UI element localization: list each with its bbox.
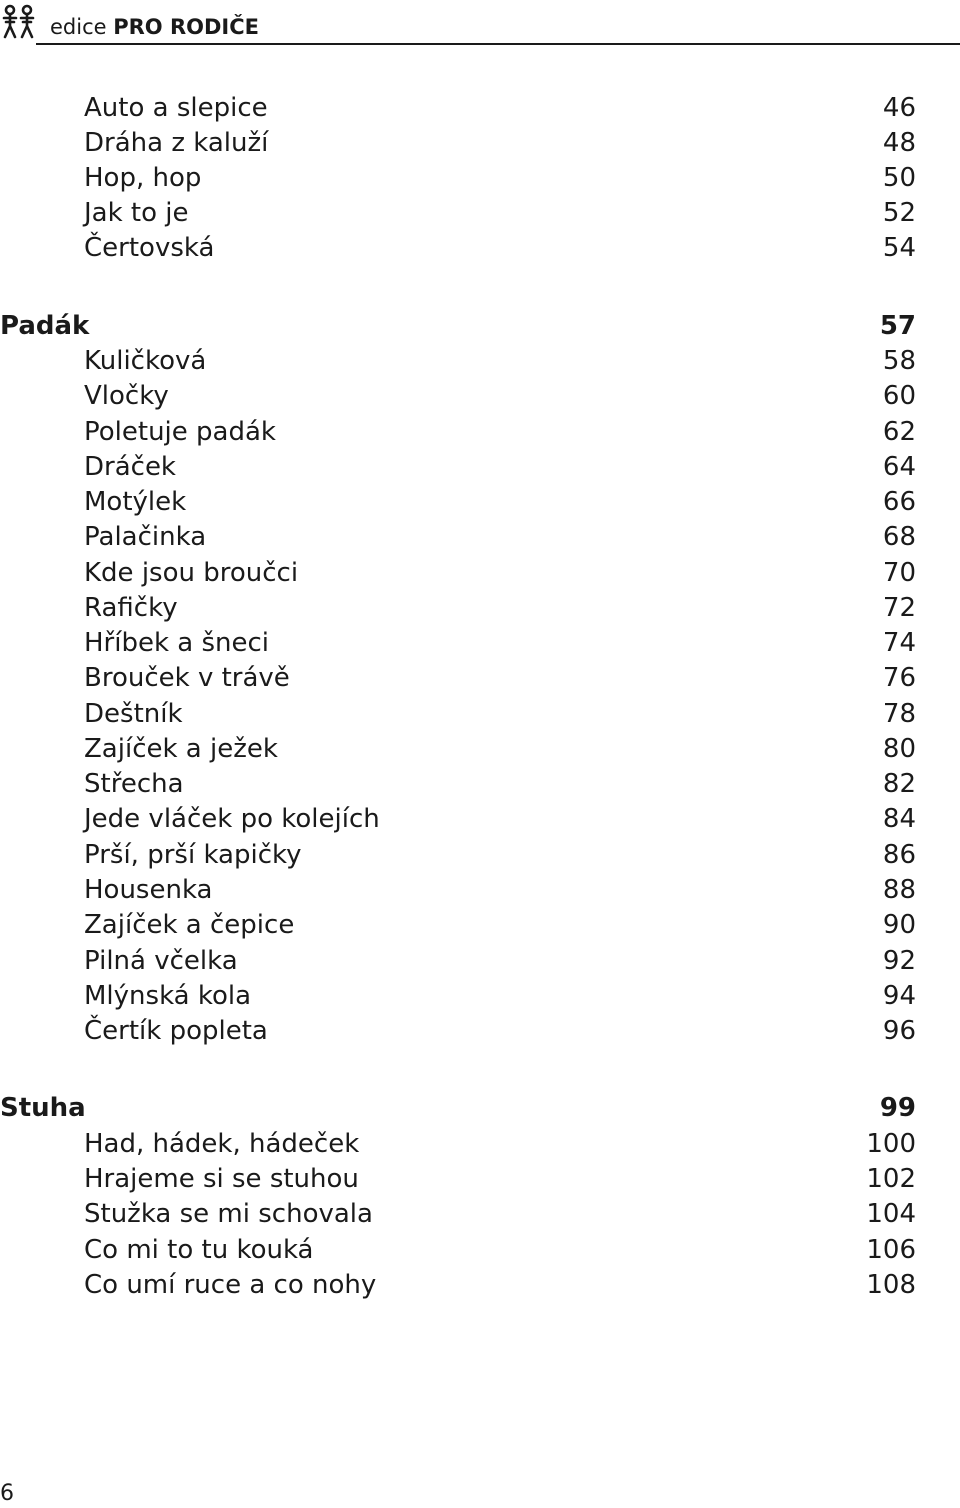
series-title bbox=[50, 15, 259, 39]
toc-entry bbox=[0, 766, 960, 802]
toc-section-page: 57 bbox=[879, 311, 916, 341]
toc-entry-page: 80 bbox=[882, 734, 916, 764]
toc-entry-title: Housenka bbox=[84, 875, 213, 905]
toc-entry-title: Zajíček a ježek bbox=[84, 734, 278, 764]
toc-entry bbox=[0, 837, 960, 873]
toc-entry bbox=[0, 978, 960, 1014]
toc-entry bbox=[0, 160, 960, 196]
toc-section-title: Stuha bbox=[0, 1093, 86, 1123]
toc-entry-title: Jak to je bbox=[84, 198, 189, 228]
toc-entry bbox=[0, 907, 960, 943]
toc-entry bbox=[0, 660, 960, 696]
toc-entry-page: 66 bbox=[882, 487, 916, 517]
toc-entry bbox=[0, 1013, 960, 1049]
toc-entry-page: 78 bbox=[882, 699, 916, 729]
toc-entry-title: Mlýnská kola bbox=[84, 981, 252, 1011]
toc-entry-title: Motýlek bbox=[84, 487, 187, 517]
toc-entry-page: 58 bbox=[882, 346, 916, 376]
header-divider bbox=[36, 43, 960, 45]
toc-entry-page: 74 bbox=[882, 628, 916, 658]
toc-entry-page: 106 bbox=[866, 1235, 916, 1265]
toc-entry-page: 104 bbox=[866, 1199, 916, 1229]
toc-entry-title: Pilná včelka bbox=[84, 946, 238, 976]
toc-section-title: Padák bbox=[0, 311, 90, 341]
toc-entry-title: Hříbek a šneci bbox=[84, 628, 270, 658]
toc-entry bbox=[0, 230, 960, 266]
toc-entry-page: 64 bbox=[882, 452, 916, 482]
toc-entry-title: Co umí ruce a co nohy bbox=[84, 1270, 377, 1300]
toc-entry-title: Prší, prší kapičky bbox=[84, 840, 302, 870]
toc-entry-page: 90 bbox=[882, 910, 916, 940]
toc-entry bbox=[0, 1267, 960, 1303]
toc-entry-title: Palačinka bbox=[84, 522, 207, 552]
toc-entry-page: 48 bbox=[882, 128, 916, 158]
toc-entry bbox=[0, 90, 960, 126]
toc-entry-page: 54 bbox=[882, 233, 916, 263]
toc-entry-page: 100 bbox=[866, 1129, 916, 1159]
toc-entry-title: Rafičky bbox=[84, 593, 178, 623]
toc-entry-title: Co mi to tu kouká bbox=[84, 1235, 314, 1265]
toc-entry-page: 108 bbox=[866, 1270, 916, 1300]
toc-entry-page: 86 bbox=[882, 840, 916, 870]
toc-entry-page: 82 bbox=[882, 769, 916, 799]
toc-entry-title: Deštník bbox=[84, 699, 183, 729]
toc-entry-title: Čertík popleta bbox=[84, 1016, 268, 1046]
toc-entry bbox=[0, 519, 960, 555]
toc-entry-title: Čertovská bbox=[84, 233, 215, 263]
running-header bbox=[0, 0, 960, 46]
toc-entry bbox=[0, 555, 960, 591]
toc-entry-title: Dráha z kaluží bbox=[84, 128, 269, 158]
toc-entry bbox=[0, 343, 960, 379]
toc-entry-title: Hop, hop bbox=[84, 163, 202, 193]
toc-entry-title: Poletuje padák bbox=[84, 417, 276, 447]
toc-entry bbox=[0, 378, 960, 414]
toc-entry bbox=[0, 414, 960, 450]
toc-entry-title: Střecha bbox=[84, 769, 184, 799]
toc-entry bbox=[0, 872, 960, 908]
toc-entry bbox=[0, 590, 960, 626]
toc-entry-page: 88 bbox=[882, 875, 916, 905]
toc-entry bbox=[0, 625, 960, 661]
toc-entry-title: Kuličková bbox=[84, 346, 207, 376]
toc-entry-page: 92 bbox=[882, 946, 916, 976]
toc-entry-page: 68 bbox=[882, 522, 916, 552]
toc-entry-title: Hrajeme si se stuhou bbox=[84, 1164, 359, 1194]
toc-entry-page: 46 bbox=[882, 93, 916, 123]
toc-entry bbox=[0, 484, 960, 520]
toc-entry-title: Auto a slepice bbox=[84, 93, 268, 123]
toc-entry-page: 50 bbox=[882, 163, 916, 193]
toc-section-page: 99 bbox=[879, 1093, 916, 1123]
toc-entry bbox=[0, 449, 960, 485]
toc-entry bbox=[0, 1161, 960, 1197]
toc-entry-page: 60 bbox=[882, 381, 916, 411]
toc-entry bbox=[0, 125, 960, 161]
toc-entry-title: Kde jsou broučci bbox=[84, 558, 299, 588]
toc-entry bbox=[0, 1232, 960, 1268]
toc-entry bbox=[0, 943, 960, 979]
toc-section-heading bbox=[0, 308, 960, 344]
page-number: 6 bbox=[0, 1481, 14, 1506]
toc-entry-page: 76 bbox=[882, 663, 916, 693]
toc-entry-title: Brouček v trávě bbox=[84, 663, 290, 693]
toc-entry-page: 84 bbox=[882, 804, 916, 834]
toc-entry bbox=[0, 1196, 960, 1232]
toc-section-heading bbox=[0, 1090, 960, 1126]
toc-entry-title: Dráček bbox=[84, 452, 176, 482]
toc-entry bbox=[0, 801, 960, 837]
toc-entry bbox=[0, 696, 960, 732]
series-name: PRO RODIČE bbox=[113, 15, 259, 39]
series-prefix: edice bbox=[50, 15, 107, 39]
toc-entry-title: Had, hádek, hádeček bbox=[84, 1129, 360, 1159]
toc-entry-page: 96 bbox=[882, 1016, 916, 1046]
toc-entry-title: Jede vláček po kolejích bbox=[84, 804, 380, 834]
toc-entry bbox=[0, 195, 960, 231]
toc-entry-title: Stužka se mi schovala bbox=[84, 1199, 373, 1229]
toc-entry-page: 62 bbox=[882, 417, 916, 447]
toc-entry-page: 102 bbox=[866, 1164, 916, 1194]
family-figures-icon bbox=[2, 4, 36, 40]
toc-entry-title: Zajíček a čepice bbox=[84, 910, 295, 940]
toc-entry-page: 72 bbox=[882, 593, 916, 623]
toc-entry-page: 52 bbox=[882, 198, 916, 228]
toc-entry-page: 94 bbox=[882, 981, 916, 1011]
toc-entry bbox=[0, 731, 960, 767]
toc-entry-page: 70 bbox=[882, 558, 916, 588]
toc-entry bbox=[0, 1126, 960, 1162]
toc-entry-title: Vločky bbox=[84, 381, 169, 411]
